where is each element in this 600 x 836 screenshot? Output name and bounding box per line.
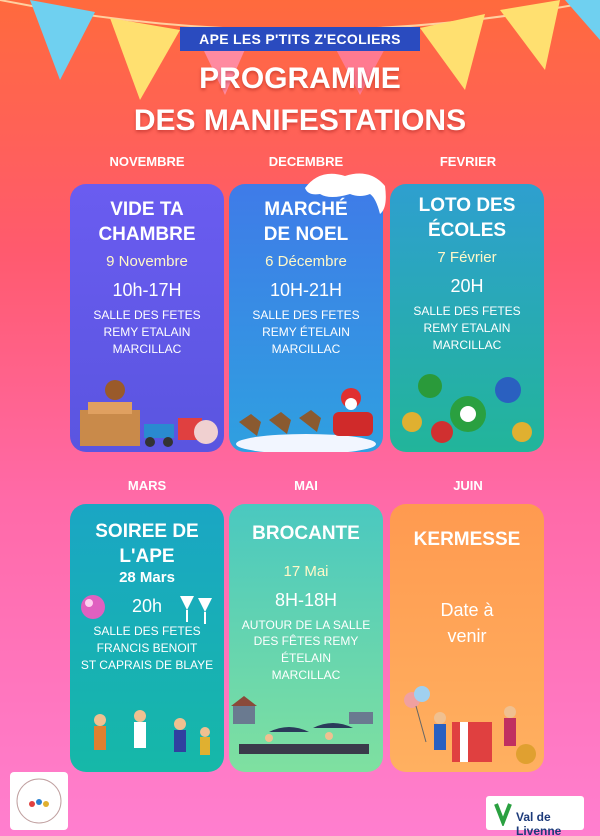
ape-logo-icon [10, 772, 68, 830]
page-title-line2: DES MANIFESTATIONS [133, 104, 467, 137]
month-label: MARS [127, 478, 167, 493]
event-date: 28 Mars [119, 569, 175, 587]
event-place: REMY ETALAIN [423, 321, 511, 336]
val-de-livenne-text: Val de Livenne [516, 810, 562, 836]
lotto-balls-illustration [390, 362, 544, 452]
event-card-vide-ta-chambre [70, 184, 224, 452]
month-label: MAI [294, 478, 318, 493]
event-place: MARCILLAC [112, 341, 182, 356]
leaf-logo-icon [492, 800, 514, 826]
event-title: BROCANTE [252, 523, 360, 544]
event-date: 17 Mai [283, 562, 329, 580]
month-label: FEVRIER [439, 154, 497, 169]
val-de-livenne-logo [486, 796, 584, 836]
disco-ball-icon [78, 592, 108, 622]
event-title: L'APE [119, 545, 175, 567]
event-card-soiree-de-lape [70, 504, 224, 772]
event-time: 8H-18H [274, 589, 338, 610]
event-card-loto-des-ecoles [390, 184, 544, 452]
event-place: FRANCIS BENOIT [96, 641, 198, 656]
toys-illustration [70, 372, 224, 452]
event-title: VIDE TA [110, 199, 184, 220]
event-place: REMY ETALAIN [103, 325, 191, 340]
event-place: MARCILLAC [271, 341, 341, 356]
page-title-line1: PROGRAMME [199, 62, 401, 95]
event-title: KERMESSE [413, 529, 521, 550]
flea-market-illustration [229, 688, 383, 772]
event-title: MARCHÉ [264, 199, 348, 220]
event-place: REMY ÉTELAIN [262, 325, 350, 340]
event-card-brocante [229, 504, 383, 772]
event-time: 10H-21H [269, 280, 343, 301]
event-title: LOTO DES [418, 195, 516, 216]
event-time: 20h [131, 596, 163, 617]
event-place: AUTOUR DE LA SALLE [241, 617, 371, 632]
event-place: MARCILLAC [432, 337, 502, 352]
event-date: 6 Décembre [265, 253, 347, 271]
month-label: JUIN [453, 478, 483, 493]
ape-logo [10, 772, 68, 830]
event-date-tbd: Date à [440, 599, 494, 620]
month-label: NOVEMBRE [109, 154, 185, 169]
snow-decoration [300, 168, 390, 218]
month-label: DECEMBRE [268, 154, 344, 169]
association-banner: APE LES P'TITS Z'ECOLIERS [180, 27, 420, 51]
event-place: SALLE DES FETES [93, 308, 201, 323]
event-title: ÉCOLES [427, 219, 507, 241]
event-place: ST CAPRAIS DE BLAYE [80, 657, 214, 672]
event-place: SALLE DES FETES [413, 304, 521, 319]
event-place: DES FÊTES REMY [253, 634, 359, 649]
dancing-people-illustration [70, 702, 224, 772]
santa-sleigh-illustration [229, 372, 383, 452]
event-date-tbd: venir [447, 625, 487, 646]
event-title: CHAMBRE [98, 223, 196, 245]
champagne-glasses-icon [174, 592, 218, 626]
event-title: DE NOEL [263, 223, 349, 245]
event-date: 7 Février [437, 249, 497, 267]
event-card-kermesse [390, 504, 544, 772]
event-place: ÉTELAIN [280, 651, 331, 666]
event-place: SALLE DES FETES [252, 308, 360, 323]
event-date: 9 Novembre [106, 253, 188, 271]
event-time: 10h-17H [112, 280, 182, 301]
event-title: SOIREE DE [95, 521, 199, 542]
event-place: MARCILLAC [271, 668, 341, 683]
event-card-marche-de-noel [229, 184, 383, 452]
fair-illustration [390, 682, 544, 772]
event-time: 20H [450, 276, 484, 297]
event-place: SALLE DES FETES [93, 624, 201, 639]
